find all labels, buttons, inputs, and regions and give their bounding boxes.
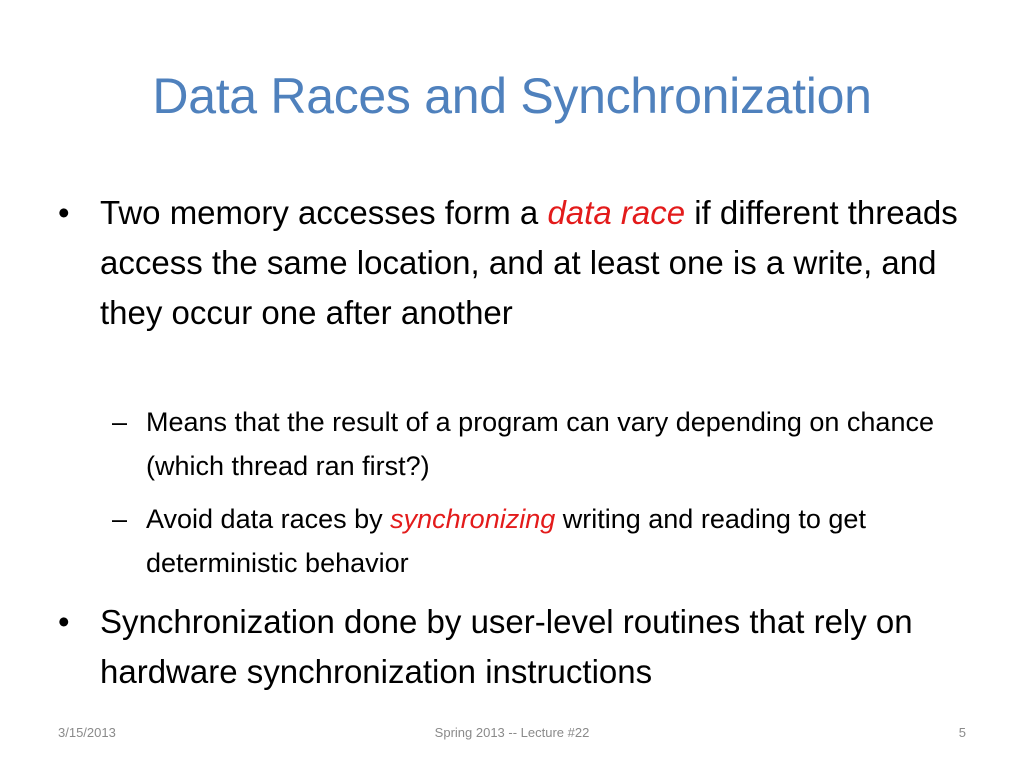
bullet-marker: • <box>58 603 70 640</box>
sub-bullet-avoid-races <box>112 497 962 585</box>
footer-page-number: 5 <box>958 725 966 740</box>
bullet-synchronization <box>58 597 968 697</box>
sub-bullet-text-end: writing and reading to get deterministic behavior <box>146 504 866 578</box>
bullet-text-end: if different threads access the same location, and at least one is a write, and they occur one after another <box>100 194 958 331</box>
sub-bullet-text: Means that the result of a program can vary depending on chance (which thread ran first?) <box>146 407 934 481</box>
footer-lecture: Spring 2013 -- Lecture #22 <box>434 725 590 740</box>
emphasis-synchronizing: synchronizing <box>390 504 556 534</box>
bullet-data-race <box>58 188 968 338</box>
sub-bullet-marker: – <box>112 407 128 437</box>
bullet-marker: • <box>58 194 70 231</box>
sub-bullet-marker: – <box>112 504 128 534</box>
bullet-text <box>100 188 968 338</box>
bullet-text: Synchronization done by user-level routines that rely on hardware synchronization instructions <box>100 603 913 690</box>
sub-bullet-text <box>146 497 962 585</box>
footer-date: 3/15/2013 <box>58 725 116 740</box>
bullet-text-start: Two memory accesses form a <box>100 194 548 231</box>
slide-title: Data Races and Synchronization <box>152 68 872 124</box>
sub-bullet-text-start: Avoid data races by <box>146 504 391 534</box>
sub-bullet-result-vary <box>112 400 962 488</box>
emphasis-data-race: data race <box>547 194 686 231</box>
